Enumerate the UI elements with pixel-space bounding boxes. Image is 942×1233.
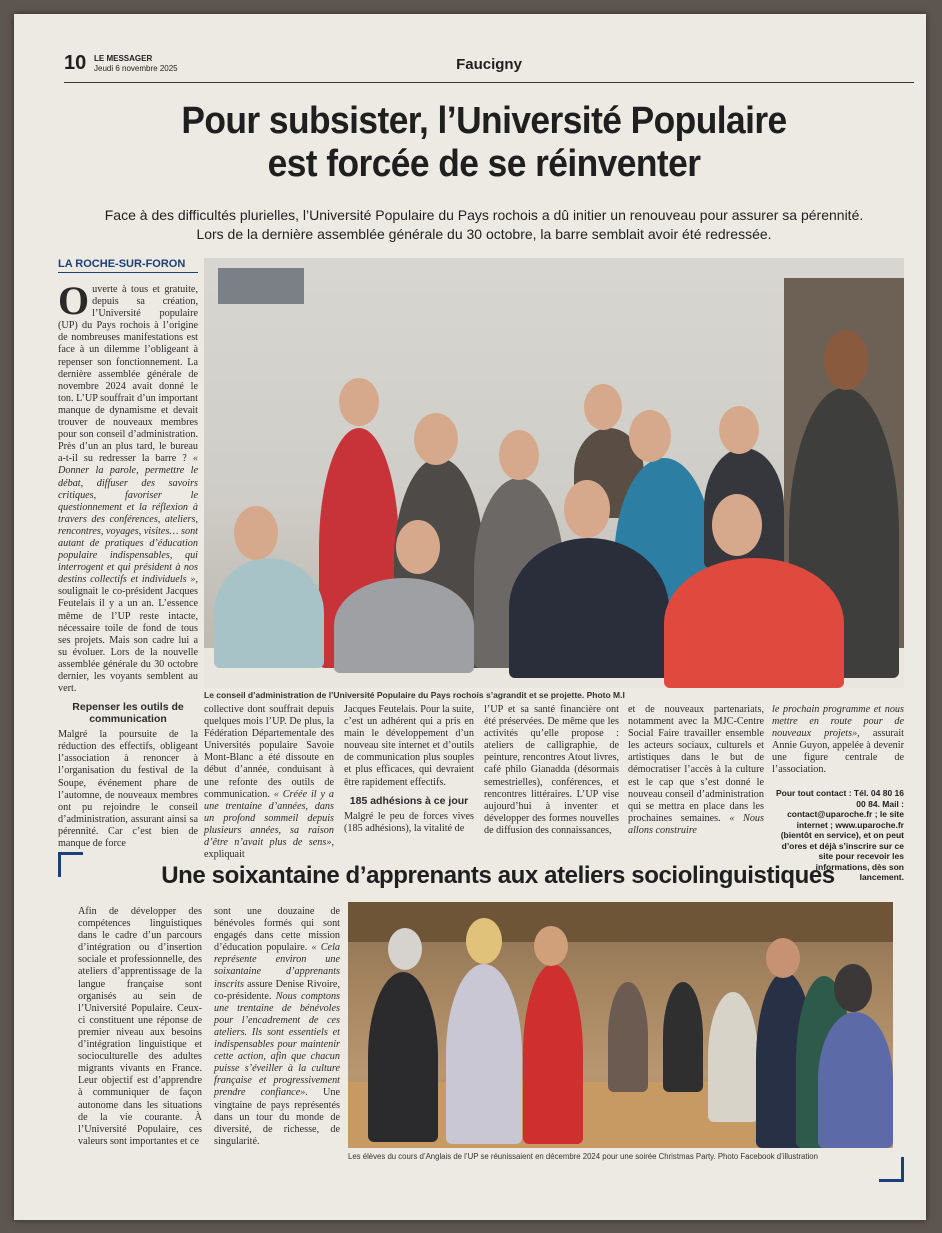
paragraph: sont une douzaine de bénévoles formés qui sont engagés dans cette mission d’éducation populaire. bbox=[214, 906, 340, 954]
page-header bbox=[64, 52, 914, 83]
intertitle: 185 adhésions à ce jour bbox=[349, 794, 469, 807]
person bbox=[509, 538, 669, 678]
paragraph: Malgré le peu de forces vives (185 adhésions), la vitalité de bbox=[344, 810, 474, 834]
person-head bbox=[414, 413, 458, 465]
person bbox=[608, 982, 648, 1092]
section-name: Faucigny bbox=[456, 56, 522, 73]
quote: Nous comptons une trentaine de bénévoles pour l’encadrement de ces ateliers. Ils sont essentiels et indispensables pour maintenir cette action, afin que chacun puisse s’éveiller à la culture française et progressivement prendre confiance». bbox=[214, 990, 341, 1099]
sidebar-article bbox=[58, 852, 904, 1182]
sidebar-column-2 bbox=[214, 906, 340, 1168]
person-head bbox=[388, 928, 422, 970]
paragraph: expliquait bbox=[204, 849, 245, 861]
subtitle-line-2: Lors de la dernière assemblée générale du 30 octobre, la barre semblait avoir été redressée. bbox=[196, 226, 772, 242]
article-column-6 bbox=[772, 704, 904, 788]
person-head bbox=[766, 938, 800, 978]
person-head bbox=[466, 918, 502, 964]
person-head bbox=[712, 494, 762, 556]
paragraph: collective dont souffrait depuis quelques mois l’UP. De plus, la Fédération Départementale des Universités populaire Savoie Mont-Blanc a été dissoute en début d’année, conduisant à une refonte des outils de communication. bbox=[204, 704, 334, 800]
intertitle: Repenser les outils de communication bbox=[72, 701, 184, 726]
person-head bbox=[564, 480, 610, 538]
subtitle bbox=[84, 206, 884, 244]
photo-caption: Le conseil d’administration de l’Université Populaire du Pays rochois s’agrandit et se projette. Photo M.I bbox=[204, 690, 625, 700]
article-column-5 bbox=[628, 704, 764, 854]
person-head bbox=[499, 430, 539, 480]
paragraph: et de nouveaux partenariats, notamment avec la MJC-Centre Social Faire travailler ensemble les acteurs sociaux, culturels et artistiques dans le but de démocratiser l’accès à la culture est le cap que s’est donné le nouveau conseil d’administration qui se mettra en place dans les prochaines semaines. bbox=[628, 704, 764, 824]
photo-caption: Les élèves du cours d’Anglais de l’UP se réunissaient en décembre 2024 pour une soirée Christmas Party. Photo Facebook d’illustration bbox=[348, 1152, 818, 1161]
person-head bbox=[339, 378, 379, 426]
paragraph: Afin de développer des compétences linguistiques dans le cadre d’un parcours d’intégration ou d’insertion sociale et professionnelle, des ateliers d’apprentissage de la langue française sont organisés au sein de l’Université Populaire. Ceux-ci constituent une réponse de premier niveau aux besoins d’intégration linguistique et socioculturelle des adultes migrants vivants en France. Leur objectif est d’apprendre à communiquer de façon autonome dans les situations de la vie courante. À l’Université Populaire, ces valeurs sont importantes et ce bbox=[78, 906, 202, 1147]
page-number: 10 bbox=[64, 52, 87, 74]
person bbox=[446, 964, 522, 1144]
sidebar-headline: Une soixantaine d’apprenants aux ateliers sociolinguistiques bbox=[161, 862, 835, 889]
person bbox=[708, 992, 758, 1122]
article-column-1 bbox=[58, 278, 199, 854]
article-column-2 bbox=[204, 704, 334, 861]
person bbox=[334, 578, 474, 673]
person-head bbox=[584, 384, 622, 430]
quote: « Cela représente environ une soixantaine d’apprenants inscrits bbox=[214, 942, 341, 990]
person-head bbox=[396, 520, 440, 574]
person bbox=[523, 964, 583, 1144]
contact-info: Pour tout contact : Tél. 04 80 16 00 84. Mail : contact@uparoche.fr ; le site internet ; www.uparoche.fr (bientôt en service), et on peut d’ores et déjà s’inscrire sur ce site pour recevoir les informations, dès son lancement. bbox=[775, 788, 904, 882]
ceiling-beams bbox=[348, 902, 893, 942]
sidebar-column-1 bbox=[78, 906, 202, 1168]
headline-line-1: Pour subsister, l’Université Populaire bbox=[181, 100, 787, 142]
headline-line-2: est forcée de se réinventer bbox=[267, 143, 701, 185]
paragraph: assure Denise Rivoire, co-présidente. bbox=[214, 978, 340, 1002]
newspaper-page bbox=[14, 14, 926, 1220]
person-head bbox=[534, 926, 568, 966]
paragraph: assurait Annie Guyon, appelée à devenir une figure centrale de l’association. bbox=[772, 728, 904, 776]
person-head bbox=[719, 406, 759, 454]
quote: « Nous allons construire bbox=[628, 812, 764, 836]
person bbox=[818, 1012, 893, 1148]
person bbox=[664, 558, 844, 688]
person bbox=[663, 982, 703, 1092]
board-group-photo bbox=[204, 258, 904, 688]
paragraph: Malgré la poursuite de la réduction des effectifs, obligeant l’association à renoncer à l’organisation du festival de la Soupe, événement phare de l’automne, de nouveaux membres ont pu rejoindre le conseil d’administration, assurant ainsi sa pérennité. Car c’est bien de manque de force bbox=[58, 729, 198, 850]
person-head bbox=[824, 330, 868, 390]
quote: le prochain programme et nous mettre en route pour de nouveaux projets», bbox=[772, 704, 904, 740]
paragraph: uverte à tous et gratuite, depuis sa création, l’Université populaire (UP) du Pays rochois à l’origine de nombreuses manifestations est face à un dilemme l’obligeant à repenser son fonctionnement. La dernière assemblée générale de novembre 2024 avait donné le ton. L’UP souffrait d’un important manque de dynamisme et devait trouver de nouveaux membres pour son conseil d’administration. Près d’un an plus tard, le bureau a-t-il su redresser la barre ? bbox=[58, 284, 198, 465]
person bbox=[214, 558, 324, 668]
person-head bbox=[834, 964, 872, 1012]
corner-bracket bbox=[58, 852, 83, 877]
publication-date: Jeudi 6 novembre 2025 bbox=[94, 64, 178, 73]
article-column-4 bbox=[484, 704, 619, 854]
paragraph: l’UP et sa santé financière ont été préservées. De même que les activités qu’elle propose : ateliers de calligraphie, de peinture, rencontres Atout livres, café philo Gianadda (désormais semestrielles), conférences, et rencontres littéraires. L’UP vise aujourd’hui à inventer et développer des formes nouvelles de diffusion des connaissances, bbox=[484, 704, 619, 836]
headline bbox=[103, 100, 866, 186]
publication-title: LE MESSAGER bbox=[94, 54, 153, 63]
quote: « Créée il y a une trentaine d’années, dans un profond sommeil depuis plusieurs années, sa raison d’être n’avait plus de sens», bbox=[204, 788, 334, 849]
quote: « Donner la parole, permettre le débat, diffuser des savoirs critiques, favoriser le questionnement et la réflexion à travers des conférences, ateliers, rencontres, voyages, visites… sont autant de pratiques d’éducation populaire indispensables, qui interrogent et qui président à nos destins collectifs et individuels », bbox=[58, 453, 199, 586]
location-label: LA ROCHE-SUR-FORON bbox=[58, 258, 198, 273]
wall-poster bbox=[218, 268, 304, 304]
subtitle-line-1: Face à des difficultés plurielles, l’Université Populaire du Pays rochois a dû initier un renouveau pour assurer sa pérennité. bbox=[104, 207, 864, 223]
paragraph: Jacques Feutelais. Pour la suite, c’est un adhérent qui a pris en main le développement d’un nouveau site internet et d’outils de communication plus souples et plus efficaces, qui devraient être rapidement effectifs. bbox=[344, 704, 474, 788]
paragraph: Une vingtaine de pays représentés dans un tour du monde de diversité, de richesse, de singularité. bbox=[214, 1087, 340, 1147]
dropcap: O bbox=[58, 278, 90, 323]
person bbox=[368, 972, 438, 1142]
person-head bbox=[629, 410, 671, 462]
person-head bbox=[234, 506, 278, 560]
christmas-party-photo bbox=[348, 902, 893, 1148]
article-column-3 bbox=[344, 704, 474, 854]
paragraph: soulignait le co-président Jacques Feutelais il y a un an. L’essence même de l’UP reste intacte, nécessaire toile de fond de tous ses projets. Mais son cadre lui a su évoluer. Lors de la nouvelle assemblée générale du 30 octobre dernier, les voyants semblent au vert. bbox=[58, 586, 198, 695]
